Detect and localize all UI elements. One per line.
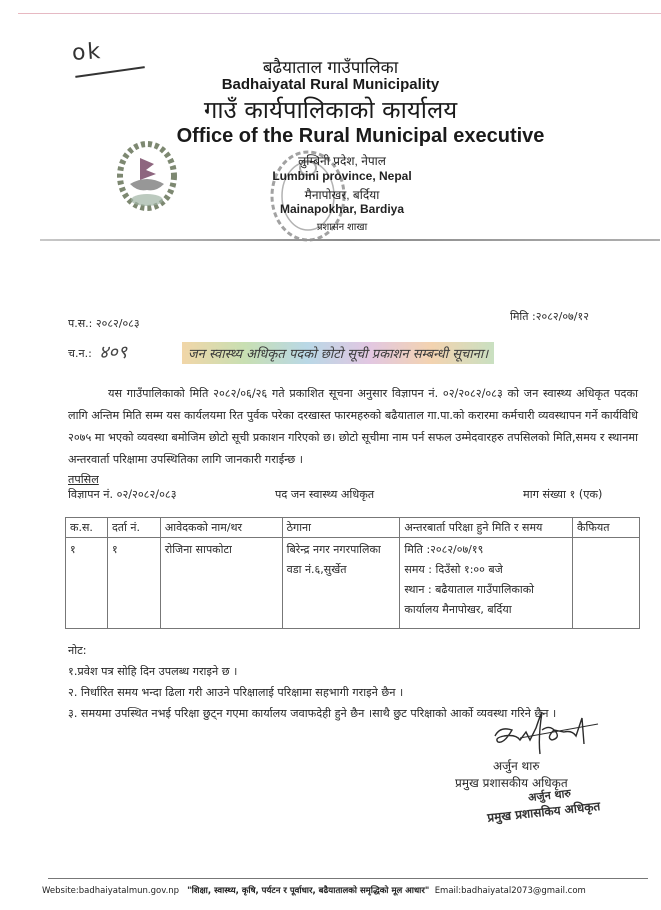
nepal-emblem-icon (116, 140, 178, 212)
office-name-np: गाउँ कार्यपालिकाको कार्यालय (203, 96, 458, 124)
subject-line: जन स्वास्थ्य अधिकृत पदको छोटो सूची प्रकाशन सम्बन्धी सूचाना। (182, 342, 494, 364)
place-np: मैनापोखर, बर्दिया (304, 188, 380, 202)
chalan-number-handwritten: ४०९ (99, 342, 128, 363)
col-header-sn: क.स. (66, 518, 108, 538)
office-name-en: Office of the Rural Municipal executive (176, 125, 545, 147)
place-en: Mainapokhar, Bardiya (279, 202, 405, 216)
advertisement-number: विज्ञापन नं. ०२/२०८२/०८३ (68, 488, 177, 501)
note-item: ३. समयमा उपस्थित नभई परिक्षा छुट्न गएमा कार्यालय जवाफदेही हुने छैन ।साथै छुट परिक्षाको आर्को व्यवस्था गरिने छैन । (68, 707, 557, 720)
seal-title-stamp: प्रमुख प्रशासकिय अधिकृत (486, 799, 601, 825)
footer-website[interactable]: Website:badhaiyatalmun.gov.np (42, 886, 180, 896)
header-divider (40, 239, 660, 241)
col-header-name: आवेदकको नाम/थर (160, 518, 282, 538)
footer (42, 885, 586, 896)
top-border-line (18, 13, 661, 14)
notes-title: नोट: (68, 644, 87, 657)
cell-address (282, 538, 400, 629)
table-row (66, 538, 640, 629)
municipality-name-np: बढैयाताल गाउँपालिका (262, 58, 399, 78)
section-np: प्रशासन शाखा (316, 222, 368, 233)
col-header-reg: दर्ता नं. (107, 518, 160, 538)
post-name: पद जन स्वास्थ्य अधिकृत (275, 488, 375, 501)
cell-remarks (573, 538, 640, 629)
note-item: २. निर्धारित समय भन्दा ढिला गरी आउने परिक्षालाई परिक्षामा सहभागी गराइने छैन । (68, 686, 404, 699)
demand-count: माग संख्या १ (एक) (523, 488, 603, 501)
col-header-remarks: कैफियत (573, 518, 640, 538)
province-np: लुम्बिनी प्रदेश, नेपाल (298, 154, 386, 168)
col-header-interview: अन्तरबार्ता परिक्षा हुने मिति र समय (400, 518, 573, 538)
note-item: १.प्रवेश पत्र सोहि दिन उपलब्ध गराइने छ । (68, 665, 238, 678)
signatory-name: अर्जुन थारु (493, 759, 540, 773)
signatory-title: प्रमुख प्रशासकीय अधिकृत (455, 776, 568, 790)
col-header-address: ठेगाना (282, 518, 400, 538)
footer-email[interactable]: Email:badhaiyatal2073@gmail.com (434, 886, 586, 896)
body-paragraph: यस गाउँपालिकाको मिति २०८२/०६/२६ गते प्रकाशित सूचना अनुसार विज्ञापन नं. ०२/२०८२/०८३ को जन स्वास्थ्य अधिकृत पदका लागि अन्तिम मिति सम्म यस कार्यलयमा रित पुर्वक परेका दरखास्त फारमहरुको बढैयाताल गा.पा.को करारमा कर्मचारी व्यवस्थापन गर्ने कार्यविधि २०७५ मा भएको व्यवस्था बमोजिम छोटो सूची प्रकाशन गरिएको छ। छोटो सूचीमा नाम पर्न सफल उम्मेदवारहरु तपसिलको मिति,समय र स्थानमा अन्तरवार्ता परिक्षामा उपस्थितिका लागि जानकारी गराईन्छ । (68, 387, 638, 466)
footer-divider (48, 878, 648, 879)
letter-date: मिति :२०८२/०७/१२ (510, 310, 589, 323)
reference-number: प.स.: २०८२/०८३ (68, 317, 140, 330)
interview-date: मिति :२०८२/०७/१९ (404, 543, 484, 556)
province-en: Lumbini province, Nepal (272, 169, 412, 183)
shortlist-table (65, 517, 640, 629)
cell-sn: १ (66, 538, 108, 629)
cell-interview (400, 538, 573, 629)
interview-time: समय : दिउँसो १:०० बजे (404, 563, 503, 576)
interview-place-1: स्थान : बढैयाताल गाउँपालिकाको (404, 583, 534, 596)
cell-reg: १ (107, 538, 160, 629)
handwritten-signature (490, 708, 600, 756)
tapasil-heading: तपसिल (68, 473, 99, 486)
notes-section (68, 640, 556, 724)
table-header-row (66, 518, 640, 538)
interview-place-2: कार्यालय मैनापोखर, बर्दिया (404, 603, 512, 616)
handwritten-ok-mark: ok (71, 38, 104, 67)
address-line-2: वडा नं.६,सुर्खेत (286, 563, 347, 576)
cell-name: रोजिना सापकोटा (160, 538, 282, 629)
footer-slogan: "शिक्षा, स्वास्थ्य, कृषि, पर्यटन र पूर्वाधार, बढैयातालको समृद्धिको मूल आधार" (187, 886, 430, 896)
seal-name-stamp: अर्जुन थारु (527, 786, 572, 805)
address-line-1: बिरेन्द्र नगर नगरपालिका (286, 543, 381, 556)
chalan-label: च.न.: (68, 347, 92, 360)
municipality-name-en: Badhaiyatal Rural Municipality (221, 76, 440, 93)
